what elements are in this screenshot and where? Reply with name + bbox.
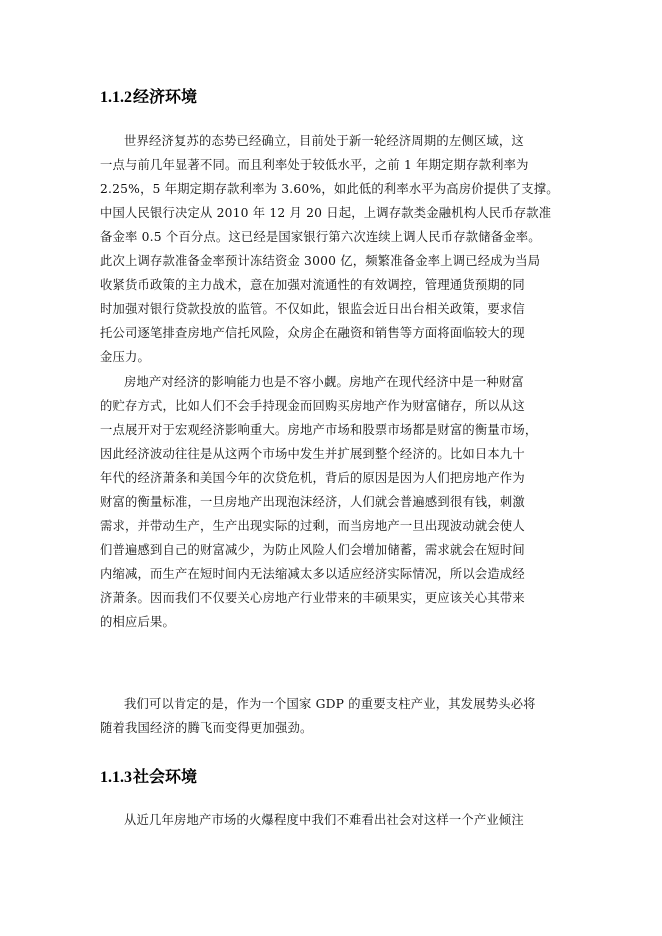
text-line: 中国人民银行决定从 2010 年 12 月 20 日起，上调存款类金融机构人民币存款准 (100, 206, 552, 220)
paragraph-economic-1 (100, 129, 570, 369)
text-line: 一点展开对于宏观经济影响重大。房地产市场和股票市场都是财富的衡量市场， (100, 423, 538, 437)
text-line: 托公司逐笔排查房地产信托风险，众房企在融资和销售等方面将面临较大的现 (100, 326, 525, 340)
text-line: 2.25%，5 年期定期存款利率为 3.60%，如此低的利率水平为高房价提供了支撑。 (100, 182, 559, 196)
heading-title: 社会环境 (133, 769, 198, 786)
text-line: 金压力。 (100, 350, 150, 364)
text-line: 房地产对经济的影响能力也是不容小觑。房地产在现代经济中是一种财富 (124, 375, 524, 389)
heading-number: 1.1.2 (100, 89, 132, 106)
text-line: 我们可以肯定的是，作为一个国家 GDP 的重要支柱产业，其发展势头必将 (124, 697, 536, 711)
section-heading-social (100, 768, 197, 788)
text-line: 内缩减，而生产在短时间内无法缩减太多以适应经济实际情况，所以会造成经 (100, 567, 525, 581)
paragraph-social-1 (100, 808, 570, 832)
text-line: 一点与前几年显著不同。而且利率处于较低水平，之前 1 年期定期存款利率为 (100, 158, 529, 172)
paragraph-economic-2 (100, 370, 570, 634)
text-line: 备金率 0.5 个百分点。这已经是国家银行第六次连续上调人民币存款储备金率。 (100, 230, 541, 244)
text-line: 济萧条。因而我们不仅要关心房地产行业带来的丰硕果实，更应该关心其带来 (100, 591, 525, 605)
text-line: 因此经济波动往往是从这两个市场中发生并扩展到整个经济的。比如日本九十 (100, 447, 525, 461)
text-line: 随着我国经济的腾飞而变得更加强劲。 (100, 721, 313, 735)
text-line: 此次上调存款准备金率预计冻结资金 3000 亿，频繁准备金率上调已经成为当局 (100, 254, 541, 268)
heading-title: 经济环境 (133, 89, 198, 106)
text-line: 需求，并带动生产，生产出现实际的过剩，而当房地产一旦出现波动就会使人 (100, 519, 525, 533)
text-line: 从近几年房地产市场的火爆程度中我们不难看出社会对这样一个产业倾注 (124, 813, 524, 827)
text-line: 收紧货币政策的主力战术，意在加强对流通性的有效调控，管理通货预期的同 (100, 278, 525, 292)
section-heading-economic (100, 88, 197, 108)
paragraph-economic-3 (100, 692, 570, 740)
heading-number: 1.1.3 (100, 769, 132, 786)
text-line: 世界经济复苏的态势已经确立，目前处于新一轮经济周期的左侧区域，这 (124, 134, 524, 148)
text-line: 时加强对银行贷款投放的监管。不仅如此，银监会近日出台相关政策，要求信 (100, 302, 525, 316)
text-line: 的相应后果。 (100, 615, 175, 629)
text-line: 年代的经济萧条和美国今年的次贷危机，背后的原因是因为人们把房地产作为 (100, 471, 525, 485)
text-line: 们普遍感到自己的财富减少，为防止风险人们会增加储蓄，需求就会在短时间 (100, 543, 525, 557)
text-line: 财富的衡量标准，一旦房地产出现泡沫经济，人们就会普遍感到很有钱，刺激 (100, 495, 525, 509)
text-line: 的贮存方式，比如人们不会手持现金而回购买房地产作为财富储存，所以从这 (100, 399, 525, 413)
